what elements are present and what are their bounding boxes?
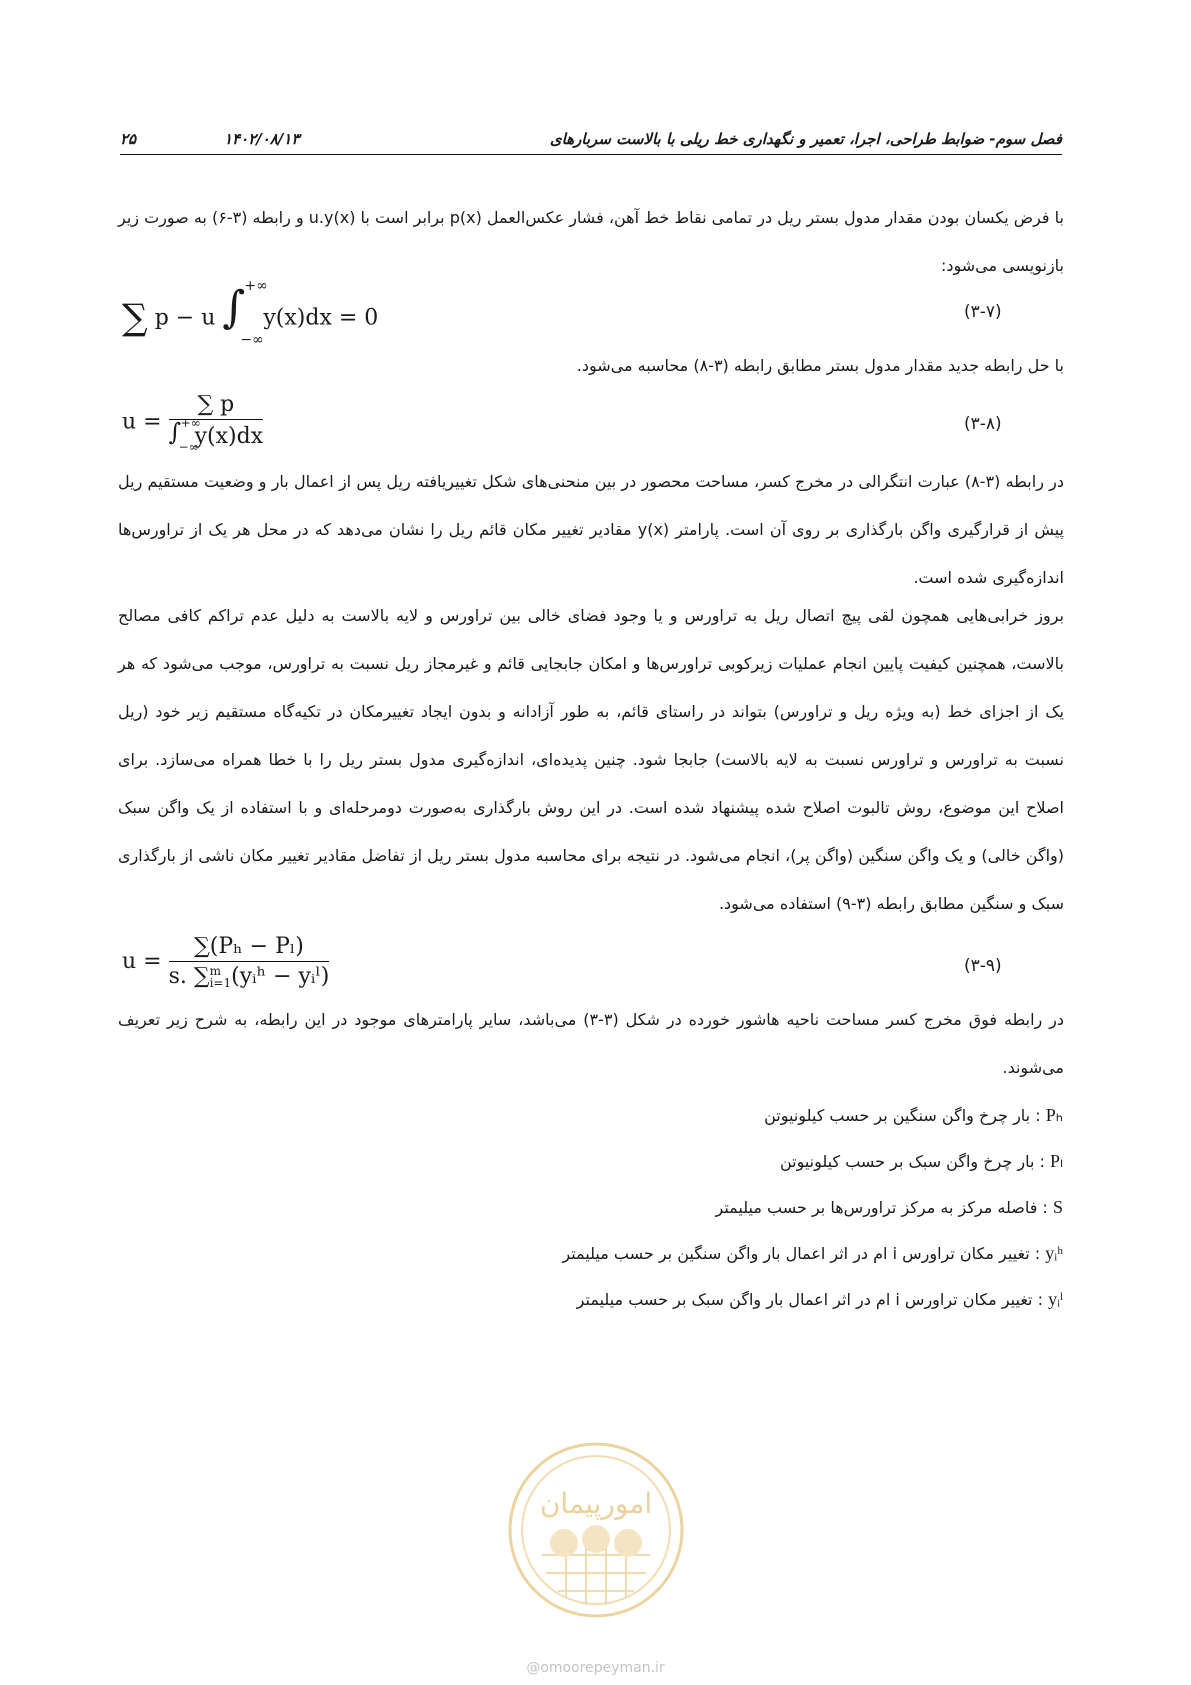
equation-7: ∑ p − u ∫ +∞ −∞ y(x)dx = 0: [122, 278, 379, 348]
watermark-logo: [506, 1435, 686, 1629]
paragraph-intro: با فرض یکسان بودن مقدار مدول بستر ریل در تمامی نقاط خط آهن، فشار عکس‌العمل p(x) برابر است با u.y(x) و رابطه (۳-۶) به صورت زیر بازنویسی می‌شود:: [118, 208, 1064, 275]
equation-8-number: (۳-۸): [964, 414, 1002, 434]
equation-9: [122, 934, 329, 989]
definition-item: [562, 1184, 1063, 1230]
page-header: [120, 128, 1062, 155]
equation-9-number: (۳-۹): [964, 956, 1002, 976]
eq8-fraction: ∑ p ∫ +∞ −∞ y(x)dx: [168, 392, 264, 454]
eq8-upper-limit: +∞: [180, 416, 201, 430]
header-date: ۱۴۰۲/۰۸/۱۳: [224, 130, 300, 148]
eq9-den-sub: i=1: [209, 976, 232, 990]
equation-7-number: (۳-۷): [964, 302, 1002, 322]
definition-text: : بار چرخ واگن سبک بر حسب کیلونیوتن: [779, 1152, 1045, 1171]
eq8-lower-limit: −∞: [178, 440, 199, 454]
definition-symbol: yᵢʰ: [1045, 1243, 1063, 1263]
eq8-numerator: ∑ p: [169, 392, 264, 420]
svg-text:امورپیمان: امورپیمان: [539, 1487, 653, 1520]
eq8-lhs: u =: [122, 409, 162, 435]
paragraph-integral: در رابطه (۳-۸) عبارت انتگرالی در مخرج کسر، مساحت محصور در بین منحنی‌های شکل تغییریافته ریل پس از اعمال بار و وضعیت مستقیم ریل پیش از قرارگیری واگن بارگذاری بر روی آن است. پارامتر y(x) مقادیر تغییر مکان قائم ریل را نشان می‌دهد که در محل هر یک از تراورس‌ها اندازه‌گیری شده است.: [118, 472, 1065, 587]
paragraph-talbot: بروز خرابی‌هایی همچون لقی پیچ اتصال ریل به تراورس و یا وجود فضای خالی بین تراورس و لایه بالاست به دلیل عدم تراکم کافی مصالح بالاست، همچنین کیفیت پایین انجام عملیات زیرکوبی تراورس‌ها و امکان جابجایی قائم و غیرمجاز ریل نسبت به تراورس، موجب می‌شود که هر یک از اجزای خط (به ویژه ریل و تراورس) بتواند در راستای قائم، به طور آزادانه و بدون ایجاد تغییرمکان در تکیه‌گاه مستقیم زیر خود (ریل نسبت به تراورس و تراورس نسبت به لایه بالاست) جابجا شود. چنین پدیده‌ای، اندازه‌گیری مدول بستر ریل را با خطا همراه می‌سازد. برای اصلاح این موضوع، روش تالبوت اصلاح شده پیشنهاد شده است. در این روش بارگذاری به‌صورت دومرحله‌ای و با استفاده از یک واگن سبک (واگن خالی) و یک واگن سنگین (واگن پر)، انجام می‌شود. در نتیجه برای محاسبه مدول بستر ریل از تفاضل مقادیر تغییر مکان ناشی از بارگذاری سبک و سنگین مطابق رابطه (۳-۹) استفاده می‌شود.: [118, 606, 1064, 913]
paragraph-solve: با حل رابطه جدید مقدار مدول بستر مطابق رابطه (۳-۸) محاسبه می‌شود.: [576, 356, 1064, 375]
eq9-den-sup: m: [209, 964, 221, 978]
definition-item: [562, 1230, 1063, 1276]
definition-symbol: S: [1052, 1197, 1063, 1217]
definition-text: : تغییر مکان تراورس i ام در اثر اعمال بار واگن سبک بر حسب میلیمتر: [576, 1290, 1043, 1309]
eq8-denominator: y(x)dx: [194, 424, 264, 449]
definition-item: [562, 1276, 1063, 1322]
eq7-upper-limit: +∞: [244, 278, 268, 294]
definition-text: : بار چرخ واگن سنگین بر حسب کیلونیوتن: [764, 1106, 1041, 1125]
definition-symbol: yᵢˡ: [1048, 1289, 1063, 1309]
definition-text: : فاصله مرکز به مرکز تراورس‌ها بر حسب میلیمتر: [715, 1198, 1048, 1217]
eq7-lower-limit: −∞: [240, 332, 264, 348]
eq9-den-body: (yᵢʰ − yᵢˡ): [231, 964, 330, 989]
eq7-integrand: y(x)dx = 0: [263, 305, 379, 331]
eq9-lhs: u =: [122, 949, 162, 974]
definition-text: : تغییر مکان تراورس i ام در اثر اعمال بار واگن سنگین بر حسب میلیمتر: [562, 1244, 1041, 1263]
eq9-numerator: ∑(Pₕ − Pₗ): [169, 934, 330, 962]
equation-8: [122, 392, 263, 452]
chapter-title: فصل سوم- ضوابط طراحی، اجرا، تعمیر و نگهداری خط ریلی با بالاست سربارهای: [549, 130, 1062, 148]
eq9-den-prefix: s. ∑: [168, 964, 210, 989]
eq9-fraction: [169, 934, 330, 989]
definitions-list: [562, 1092, 1063, 1322]
page-number: ۲۵: [120, 130, 137, 148]
definition-item: [562, 1138, 1063, 1184]
definition-symbol: Pₗ: [1050, 1151, 1063, 1171]
definition-item: [562, 1092, 1063, 1138]
definition-symbol: Pₕ: [1045, 1105, 1063, 1125]
paragraph-definitions-intro: در رابطه فوق مخرج کسر مساحت ناحیه هاشور خورده در شکل (۳-۳) می‌باشد، سایر پارامترهای موجود در این رابطه، به شرح زیر تعریف می‌شوند.: [118, 1010, 1065, 1077]
watermark-site: @omoorepeyman.ir: [526, 1660, 665, 1676]
